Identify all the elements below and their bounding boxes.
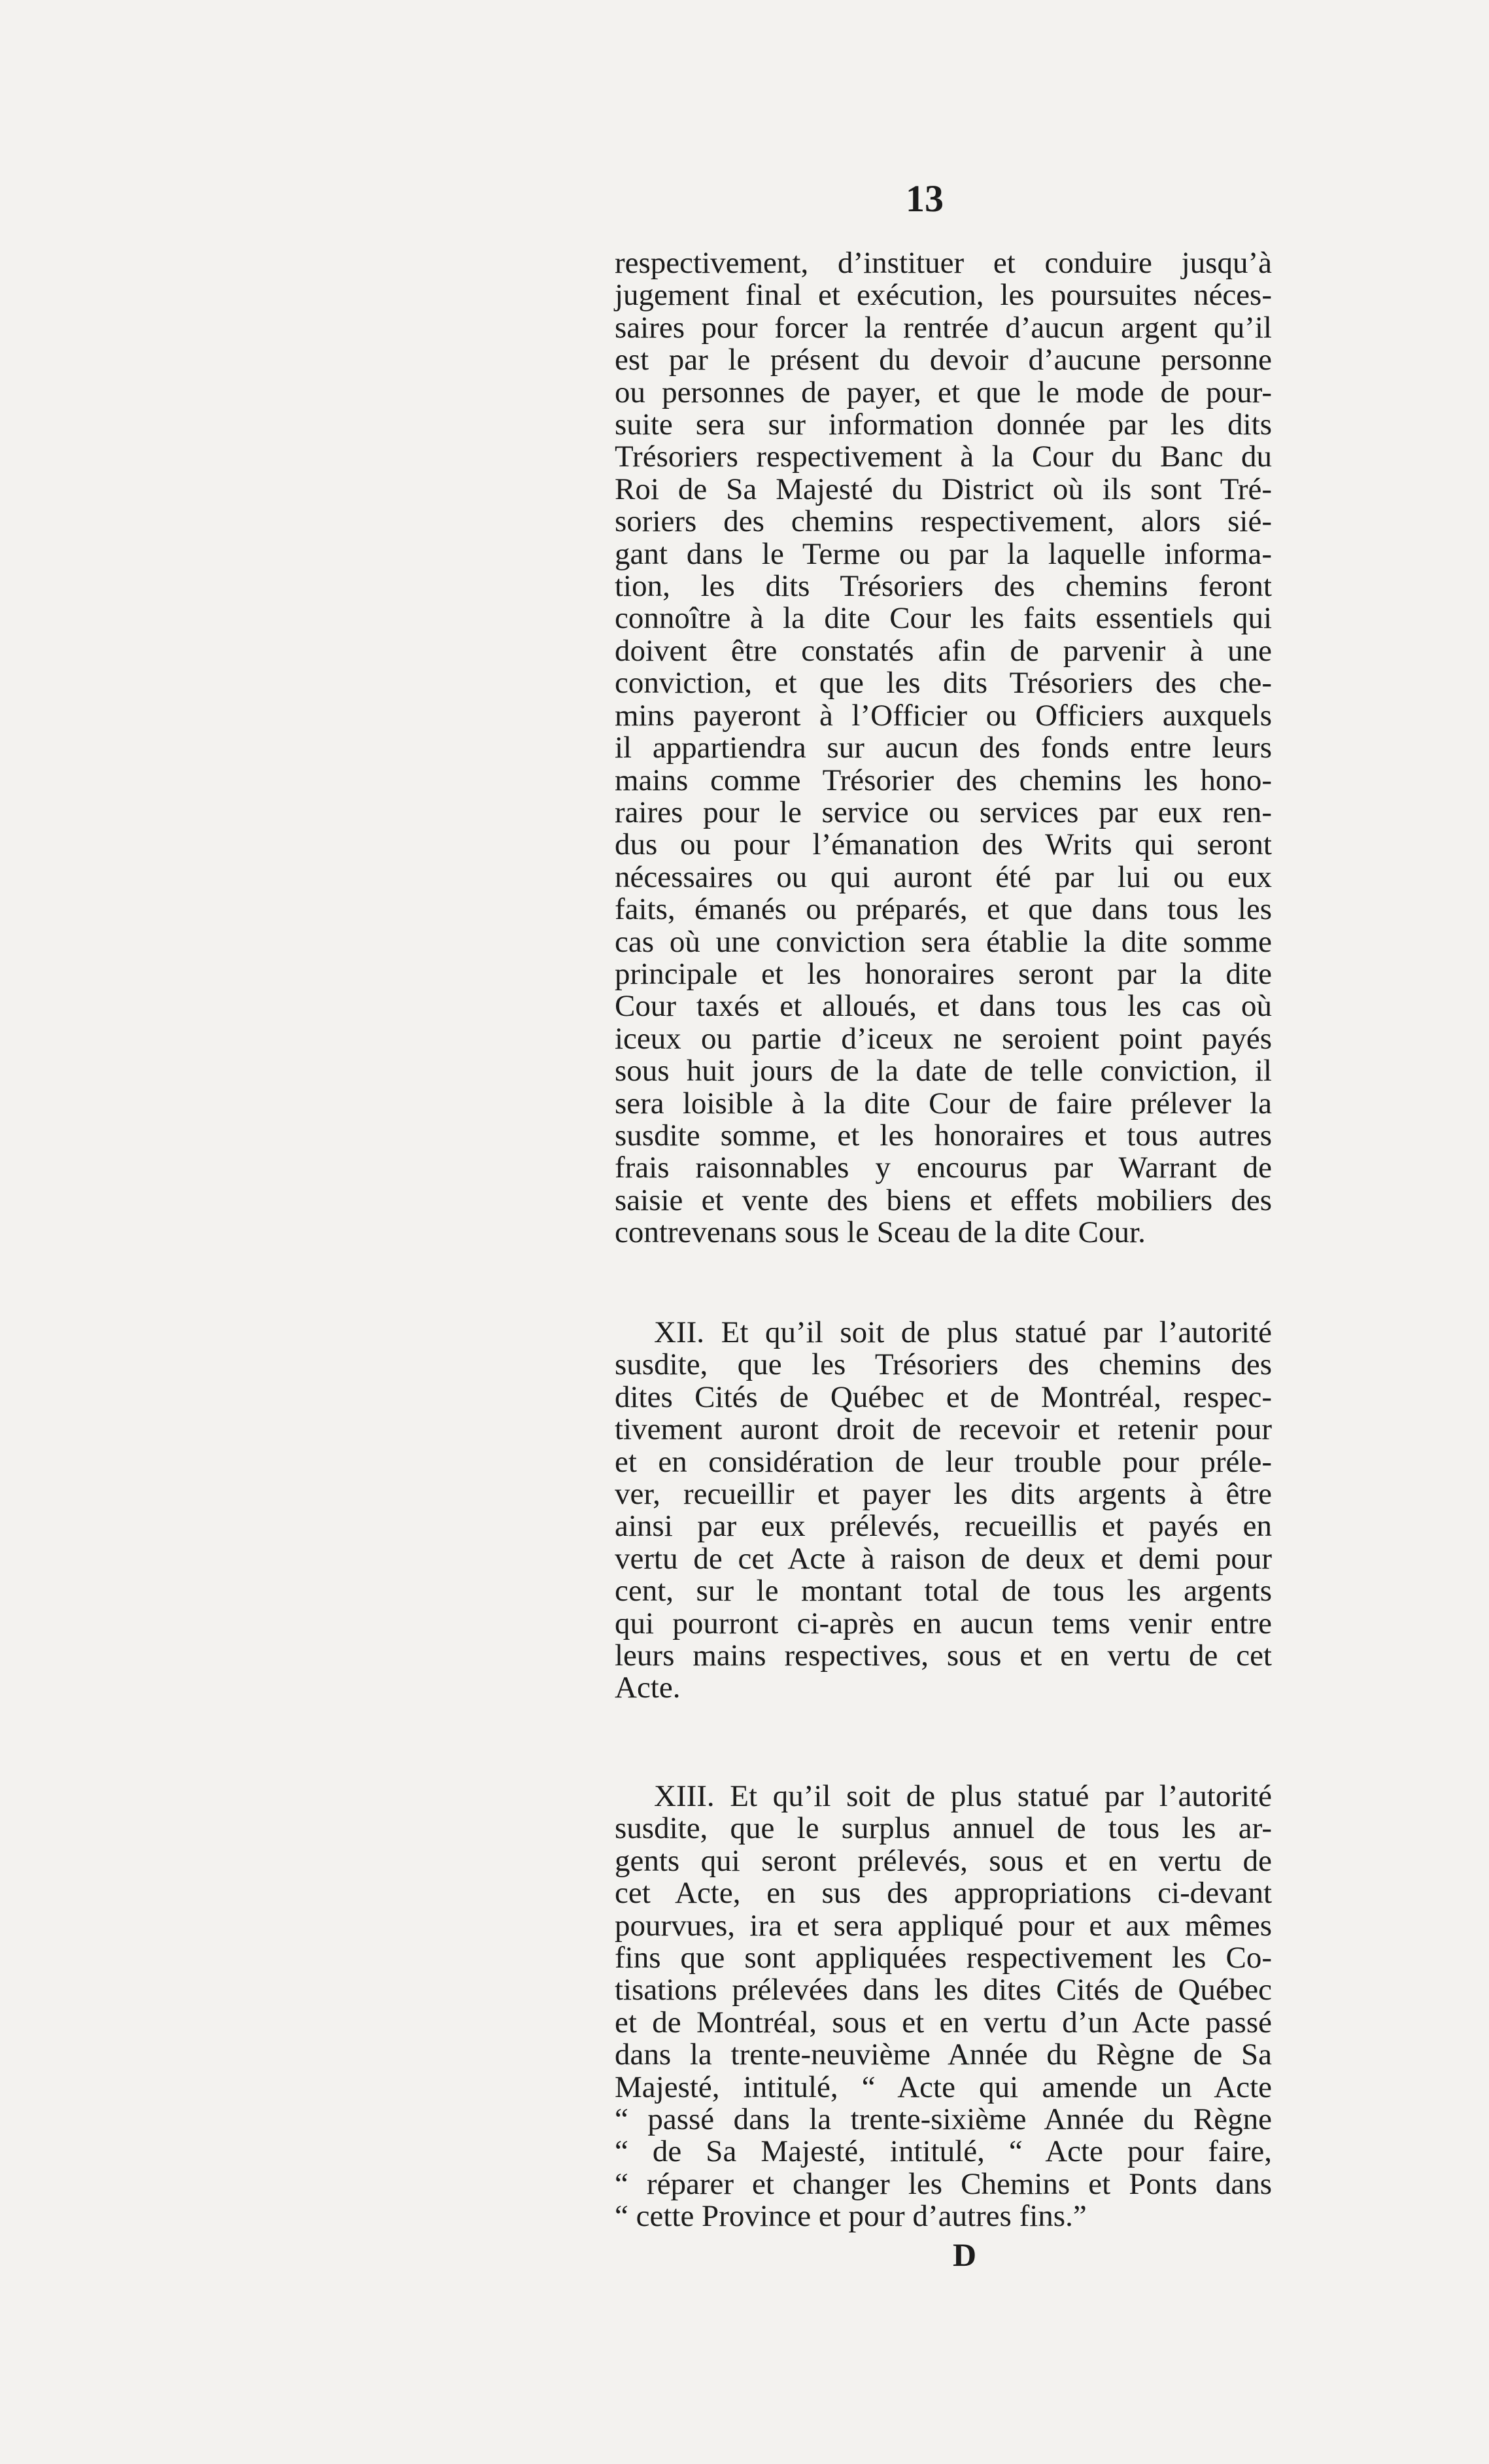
text-line: mains comme Trésorier des chemins les hono- — [615, 763, 1272, 797]
text-line: Acte. — [615, 1671, 681, 1705]
text-line: cent, sur le montant total de tous les argents — [615, 1574, 1272, 1608]
text-line: frais raisonnables y encourus par Warrant de — [615, 1151, 1272, 1185]
text-line: ou personnes de payer, et que le mode de pour- — [615, 375, 1272, 409]
text-line: sera loisible à la dite Cour de faire prélever la — [615, 1086, 1272, 1120]
text-line: XIII. Et qu’il soit de plus statué par l’autorité — [654, 1779, 1272, 1813]
text-line: leurs mains respectives, sous et en vertu de cet — [615, 1639, 1272, 1673]
text-line: pourvues, ira et sera appliqué pour et aux mêmes — [615, 1908, 1272, 1943]
text-line: saires pour forcer la rentrée d’aucun argent qu’il — [615, 310, 1272, 345]
text-line: contrevenans sous le Sceau de la dite Cour. — [615, 1215, 1146, 1250]
text-line: Roi de Sa Majesté du District où ils sont Tré- — [615, 472, 1272, 506]
text-line: gant dans le Terme ou par la laquelle informa- — [615, 536, 1272, 571]
text-line: dans la trente-neuvième Année du Règne de Sa — [615, 2038, 1272, 2072]
text-line: Cour taxés et alloués, et dans tous les cas où — [615, 989, 1272, 1024]
text-line: Majesté, intitulé, “ Acte qui amende un Acte — [615, 2070, 1272, 2104]
text-line: Trésoriers respectivement à la Cour du Banc du — [615, 440, 1272, 474]
text-line: il appartiendra sur aucun des fonds entre leurs — [615, 731, 1272, 765]
text-line: soriers des chemins respectivement, alors sié- — [615, 504, 1272, 539]
text-line: “ cette Province et pour d’autres fins.” — [615, 2199, 1087, 2234]
text-line: doivent être constatés afin de parvenir à une — [615, 633, 1272, 668]
text-line: susdite, que le surplus annuel de tous les ar- — [615, 1811, 1272, 1846]
text-line: suite sera sur information donnée par les dits — [615, 408, 1272, 442]
text-line: sous huit jours de la date de telle conviction, il — [615, 1054, 1272, 1088]
text-line: susdite somme, et les honoraires et tous autres — [615, 1118, 1272, 1153]
text-line: qui pourront ci-après en aucun tems venir entre — [615, 1606, 1272, 1640]
text-line: cas où une conviction sera établie la dite somme — [615, 924, 1272, 959]
page-number: 13 — [906, 177, 944, 220]
text-line: tivement auront droit de recevoir et retenir pour — [615, 1412, 1272, 1447]
text-line: “ de Sa Majesté, intitulé, “ Acte pour faire, — [615, 2134, 1272, 2169]
text-line: principale et les honoraires seront par la dite — [615, 956, 1272, 991]
text-line: jugement final et exécution, les poursuites néces- — [615, 278, 1272, 313]
signature-mark: D — [953, 2236, 977, 2273]
text-line: respectivement, d’instituer et conduire jusqu’à — [615, 246, 1272, 280]
paragraph-section-xiii — [615, 1780, 1272, 2233]
text-line: connoître à la dite Cour les faits essentiels qui — [615, 601, 1272, 636]
text-line: nécessaires ou qui auront été par lui ou eux — [615, 859, 1272, 894]
text-line: “ réparer et changer les Chemins et Ponts dans — [615, 2166, 1272, 2201]
text-line: XII. Et qu’il soit de plus statué par l’autorité — [654, 1315, 1272, 1349]
text-line: mins payeront à l’Officier ou Officiers auxquels — [615, 698, 1272, 733]
text-line: saisie et vente des biens et effets mobiliers des — [615, 1183, 1272, 1217]
text-line: cet Acte, en sus des appropriations ci-devant — [615, 1876, 1272, 1911]
text-line: tion, les dits Trésoriers des chemins feront — [615, 569, 1272, 604]
text-line: est par le présent du devoir d’aucune personne — [615, 343, 1272, 377]
paragraph-section-xii — [615, 1317, 1272, 1705]
text-line: gents qui seront prélevés, sous et en vertu de — [615, 1843, 1272, 1878]
text-line: dus ou pour l’émanation des Writs qui seront — [615, 827, 1272, 862]
text-line: et de Montréal, sous et en vertu d’un Acte passé — [615, 2005, 1272, 2039]
text-line: fins que sont appliquées respectivement les Co- — [615, 1941, 1272, 1975]
text-line: ver, recueillir et payer les dits argents à être — [615, 1477, 1272, 1512]
text-line: et en considération de leur trouble pour préle- — [615, 1444, 1272, 1479]
text-line: “ passé dans la trente-sixième Année du Règne — [615, 2102, 1272, 2137]
text-line: faits, émanés ou préparés, et que dans tous les — [615, 892, 1272, 927]
text-line: conviction, et que les dits Trésoriers des che- — [615, 666, 1272, 701]
text-line: susdite, que les Trésoriers des chemins des — [615, 1347, 1272, 1382]
text-line: tisations prélevées dans les dites Cités de Québec — [615, 1973, 1272, 2007]
text-line: vertu de cet Acte à raison de deux et demi pour — [615, 1541, 1272, 1576]
text-line: raires pour le service ou services par eux ren- — [615, 795, 1272, 829]
text-line: ainsi par eux prélevés, recueillis et payés en — [615, 1509, 1272, 1544]
paragraph-continuation — [615, 247, 1272, 1249]
text-line: dites Cités de Québec et de Montréal, respec- — [615, 1379, 1272, 1414]
text-line: iceux ou partie d’iceux ne seroient point payés — [615, 1021, 1272, 1056]
